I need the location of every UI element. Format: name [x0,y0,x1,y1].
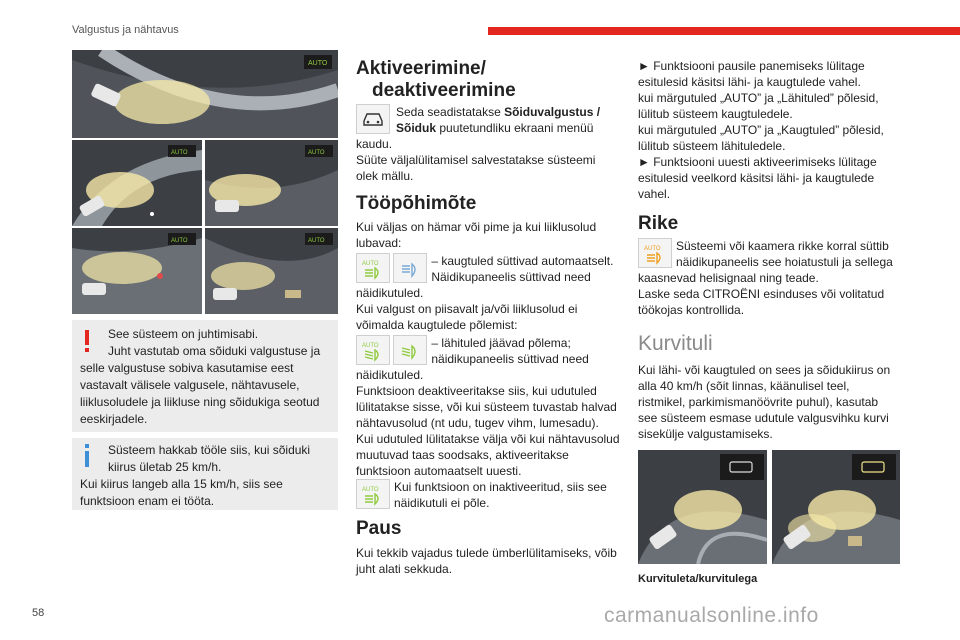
exclamation-icon [82,330,92,354]
activation-text-c: puutetundliku ekraani menüü kaudu. [356,121,594,151]
illustration-oncoming-right [205,228,338,314]
pause-step-4: ► Funktsiooni uuesti aktiveerimiseks lülitage esitulesid veelkord käsitsi lähi- ja kaugtulede vahel. [638,155,877,201]
watermark: carmanualsonline.info [604,604,819,627]
activation-text-a: Seda seadistatakse [396,105,505,119]
illustration-curve-left [72,140,202,226]
svg-text:AUTO: AUTO [362,343,379,349]
principle-title: Tööpõhimõte [356,193,477,214]
right-pause-instructions [638,58,900,202]
principle-deactivation: Funktsioon deaktiveeritakse siis, kui udutuled lülitatakse sisse, või kui süsteem tuvastab halvad nähtavusolud (nt udu, tugev vihm, lumesadu). [356,384,617,430]
illustration-curve-right [205,140,338,226]
pause-title: Paus [356,518,402,539]
principle-low-tail: näidikutuled. [356,368,424,382]
info-icon [82,444,92,468]
svg-text:AUTO: AUTO [171,238,188,244]
principle-block [356,193,620,511]
pause-step-3: kui märgutuled „AUTO” ja „Kaugtuled” põlesid, lülitub süsteem lähituledele. [638,123,884,153]
svg-text:AUTO: AUTO [362,487,379,493]
principle-high-tail: näidikutuled. [356,286,424,300]
auto-high-beam-icon [356,253,390,283]
svg-text:AUTO: AUTO [362,261,379,267]
pause-step-1: ► Funktsiooni pausile panemiseks lülitage esitulesid käsitsi lähi- ja kaugtulede vahel. [638,59,865,89]
warning-line-1: See süsteem on juhtimisabi. [108,327,259,341]
svg-text:AUTO: AUTO [171,150,188,156]
activation-text-menu: Sõiduvalgustus / Sõiduk [396,105,601,135]
svg-text:AUTO: AUTO [308,238,325,244]
auto-fault-icon [638,238,672,268]
low-beam-icon [393,335,427,365]
principle-low-intro: Kui valgust on piisavalt ja/või liiklusolud ei võimalda kaugtulede põlemist: [356,302,578,332]
pause-text: Kui tekkib vajadus tulede ümberlülitamiseks, võib juht alati sekkuda. [356,546,617,576]
cornering-caption: Kurvituleta/kurvitulega [638,573,758,585]
cornering-text: Kui lähi- või kaugtuled on sees ja sõidukiirus on alla 40 km/h (sõit linnas, käänulisel teel, ristmikel, parkimismanöövrite puhul), kasutab see süsteem esmase udutule valgusvihku kurvi sisekülje valgustamiseks. [638,363,891,441]
page-number: 58 [32,607,45,619]
activation-text [356,104,620,152]
cornering-block [638,332,900,442]
illustration-road-top [72,50,338,138]
fault-text: Süsteemi või kaamera rikke korral süttib näidikupaneelis see hoiatustuli ja sellega kaasnevad helisignaal ning teade. [638,239,893,285]
warning-line-2: Juht vastutab oma sõiduki valgustuse ja selle valgustuse sobiva kasutamise eest vastavalt välisele valgusele, nähtavusele, liiklusoludele ja liikluse ning sõidukiga seotud eeskirjadele. [80,344,321,426]
principle-fog: Kui udutuled lülitatakse välja või kui nähtavusolud muutuvad taas soodsaks, aktiveeritakse funktsioon automaatselt uuesti. [356,432,620,478]
car-settings-icon [356,104,390,134]
svg-text:AUTO: AUTO [308,150,325,156]
auto-low-beam-icon [356,335,390,365]
fault-text-2: Laske seda CITROËNI esinduses või volitatud töökojas kontrollida. [638,287,885,317]
pause-step-2: kui märgutuled „AUTO” ja „Lähituled” põlesid, lülitub süsteem kaugtuledele. [638,91,879,121]
principle-high: – kaugtuled süttivad automaatselt. Näidikupaneelis süttivad need [431,254,614,284]
warning-notice [72,320,338,432]
info-notice [72,438,338,510]
high-beam-outline-icon [393,253,427,283]
auto-inactive-icon [356,479,390,509]
svg-text:AUTO: AUTO [308,60,328,67]
principle-low: – lähituled jäävad põlema; näidikupaneelis süttivad need [431,336,589,366]
activation-block [356,104,620,184]
illustration-cornering-on [772,450,900,564]
section-title: Valgustus ja nähtavus [72,24,179,36]
activation-title [356,58,620,102]
cornering-title: Kurvituli [638,332,713,355]
fault-block [638,213,900,318]
principle-off: Kui funktsioon on inaktiveeritud, siis see näidikutuli ei põle. [394,480,607,510]
fault-title: Rike [638,213,679,234]
info-line-2: Kui kiirus langeb alla 15 km/h, siis see funktsioon enam ei tööta. [80,477,283,508]
info-line-1: Süsteem hakkab tööle siis, kui sõiduki kiirus ületab 25 km/h. [108,443,311,474]
activation-save: Süüte väljalülitamisel salvestatakse süsteemi olek mällu. [356,153,596,183]
middle-column [356,58,620,102]
activation-title-line-1: Aktiveerimine/ [356,58,486,79]
pause-block [356,518,620,577]
svg-text:AUTO: AUTO [644,246,661,252]
principle-intro: Kui väljas on hämar või pime ja kui liiklusolud lubavad: [356,220,597,250]
header-accent-bar [488,27,960,35]
illustration-oncoming-left [72,228,202,314]
illustration-cornering-off [638,450,767,564]
activation-title-line-2: deaktiveerimine [372,80,516,101]
